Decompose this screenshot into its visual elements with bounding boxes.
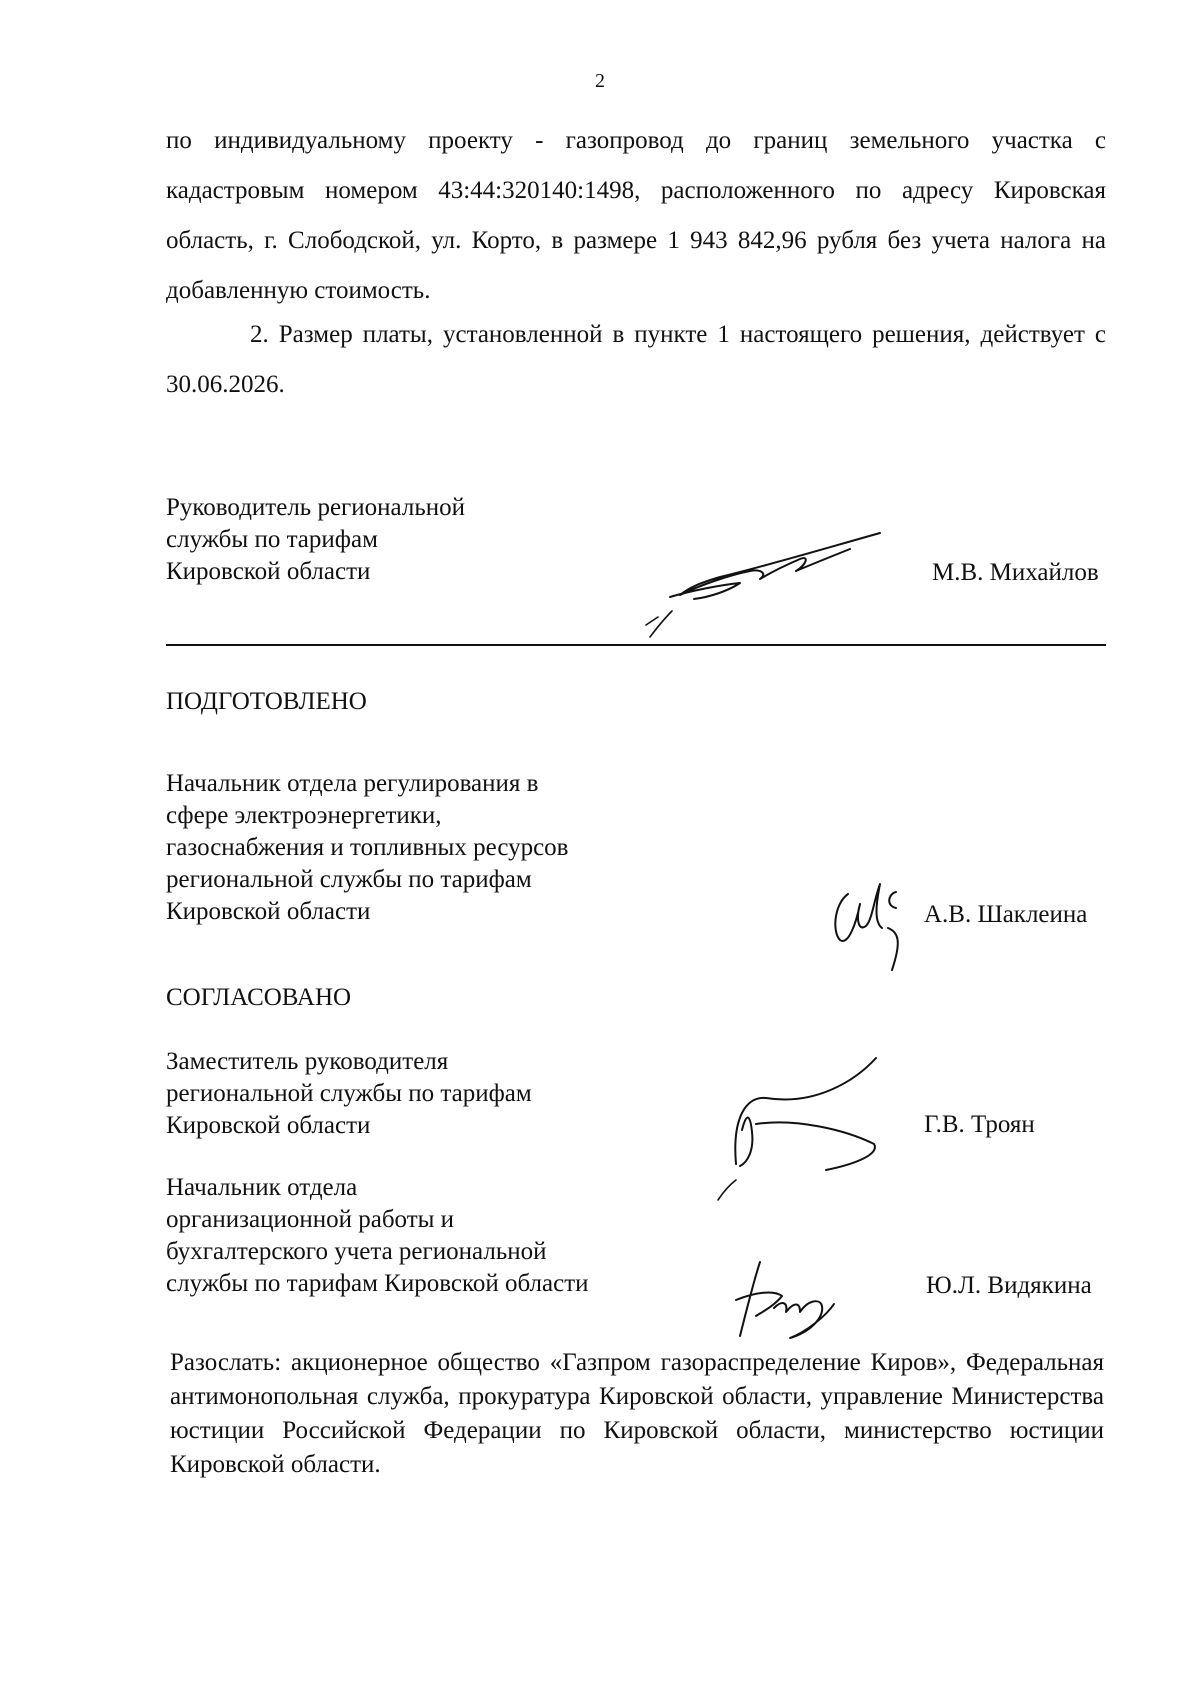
agreed-signer-2-position-line: бухгалтерского учета региональной bbox=[166, 1238, 547, 1265]
prepared-position-line: сфере электроэнергетики, bbox=[166, 802, 442, 829]
prepared-heading: ПОДГОТОВЛЕНО bbox=[166, 688, 367, 715]
prepared-position-line: Кировской области bbox=[166, 898, 371, 925]
agreed-signer-1-signature-image bbox=[706, 1040, 886, 1200]
agreed-signer-1-position bbox=[166, 1046, 532, 1142]
head-name: М.В. Михайлов bbox=[932, 559, 1099, 586]
agreed-signer-1-name: Г.В. Троян bbox=[924, 1111, 1035, 1138]
prepared-position-line: региональной службы по тарифам bbox=[166, 866, 532, 893]
agreed-signer-1-position-line: региональной службы по тарифам bbox=[166, 1080, 532, 1107]
agreed-signer-2-position-line: службы по тарифам Кировской области bbox=[166, 1270, 589, 1297]
agreed-heading: СОГЛАСОВАНО bbox=[166, 984, 352, 1011]
prepared-position-line: газоснабжения и топливных ресурсов bbox=[166, 834, 569, 861]
agreed-signer-1-position-line: Заместитель руководителя bbox=[166, 1048, 449, 1075]
agreed-signer-2-position-line: организационной работы и bbox=[166, 1206, 455, 1233]
page-number: 2 bbox=[595, 70, 605, 92]
agreed-signer-2-signature-image bbox=[730, 1256, 850, 1346]
paragraph-2: 2. Размер платы, установленной в пункте 1 настоящего решения, действует с 30.06.2026. bbox=[166, 321, 1106, 398]
head-position-line: Кировской области bbox=[166, 558, 371, 585]
distribution-list: Разослать: акционерное общество «Газпром газораспределение Киров», Федеральная антимонопольная служба, прокуратура Кировской области, управление Министерства юстиции Российской Федерации по Кировской области, министерство юстиции Кировской области. bbox=[170, 1349, 1104, 1478]
prepared-position-line: Начальник отдела регулирования в bbox=[166, 770, 539, 797]
prepared-position bbox=[166, 768, 569, 928]
prepared-name: А.В. Шаклеина bbox=[924, 901, 1088, 928]
head-position bbox=[166, 492, 465, 588]
prepared-signature-image bbox=[826, 874, 916, 974]
divider-line bbox=[166, 644, 1106, 646]
agreed-signer-1-position-line: Кировской области bbox=[166, 1112, 371, 1139]
head-position-line: Руководитель региональной bbox=[166, 494, 465, 521]
agreed-signer-2-name: Ю.Л. Видякина bbox=[926, 1272, 1092, 1299]
head-position-line: службы по тарифам bbox=[166, 526, 378, 553]
agreed-signer-2-position bbox=[166, 1172, 589, 1300]
agreed-signer-2-position-line: Начальник отдела bbox=[166, 1174, 358, 1201]
head-signature-image bbox=[610, 525, 890, 645]
paragraph-1: по индивидуальному проекту - газопровод до границ земельного участка с кадастровым номером 43:44:320140:1498, расположенного по адресу Кировская область, г. Слободской, ул. Корто, в размере 1 943 842,96 рубля без учета налога на добавленную стоимость. bbox=[166, 127, 1106, 304]
